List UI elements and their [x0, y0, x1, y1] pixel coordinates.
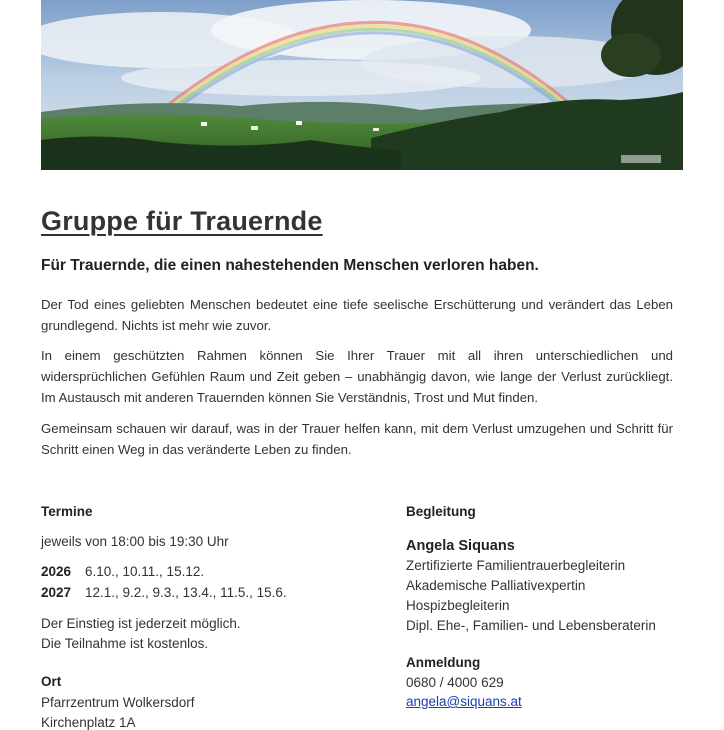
- termine-year: 2027: [41, 585, 72, 600]
- begleitung-role: Akademische Palliativexpertin: [406, 578, 586, 593]
- termine-heading: Termine: [41, 504, 93, 519]
- termine-section: [41, 504, 93, 519]
- begleitung-role: Zertifizierte Familientrauerbegleiterin: [406, 558, 626, 573]
- termine-days: 12.1., 9.2., 9.3., 13.4., 11.5., 15.6.: [85, 585, 287, 600]
- ort-street: Kirchenplatz 1A: [41, 715, 136, 730]
- subtitle: Für Trauernde, die einen nahestehenden Menschen verloren haben.: [41, 257, 539, 274]
- ort-heading: Ort: [41, 674, 62, 689]
- termine-note-cost: Die Teilnahme ist kostenlos.: [41, 636, 209, 651]
- intro-paragraph-3: Gemeinsam schauen wir darauf, was in der Trauer helfen kann, mit dem Verlust umzugehen und Schritt für Schritt einen Weg in das veränderte Leben zu finden.: [41, 421, 673, 457]
- hero-photo: [41, 0, 683, 170]
- intro-paragraph-2: In einem geschützten Rahmen können Sie Ihrer Trauer mit all ihren unterschiedlichen und widersprüchlichen Gefühlen Raum und Zeit geben – unabhängig davon, wie lange der Verlust zurückliegt. Im Austausch mit anderen Trauernden können Sie Verständnis, Trost und Mut finden.: [41, 348, 673, 405]
- ort-name: Pfarrzentrum Wolkersdorf: [41, 695, 195, 710]
- anmeldung-phone: 0680 / 4000 629: [406, 675, 504, 690]
- termine-dates-row: [41, 585, 287, 600]
- begleitung-role: Dipl. Ehe-, Familien- und Lebensberaterin: [406, 618, 656, 633]
- email-link[interactable]: angela@siquans.at: [406, 694, 522, 709]
- begleitung-role: Hospizbegleiterin: [406, 598, 510, 613]
- begleitung-heading: Begleitung: [406, 504, 476, 519]
- landscape-rainbow-photo-icon: [41, 0, 683, 170]
- termine-dates-row: [41, 564, 204, 579]
- page-title: Gruppe für Trauernde: [41, 206, 323, 236]
- termine-note-entry: Der Einstieg ist jederzeit möglich.: [41, 616, 241, 631]
- anmeldung-heading: Anmeldung: [406, 655, 481, 670]
- termine-days: 6.10., 10.11., 15.12.: [85, 564, 205, 579]
- intro-paragraph-1: Der Tod eines geliebten Menschen bedeutet eine tiefe seelische Erschütterung und verändert das Leben grundlegend. Nichts ist mehr wie zuvor.: [41, 297, 673, 333]
- begleitung-name: Angela Siquans: [406, 538, 515, 554]
- termine-year: 2026: [41, 564, 72, 579]
- anmeldung-email-link[interactable]: [406, 694, 522, 709]
- termine-time: jeweils von 18:00 bis 19:30 Uhr: [41, 534, 229, 549]
